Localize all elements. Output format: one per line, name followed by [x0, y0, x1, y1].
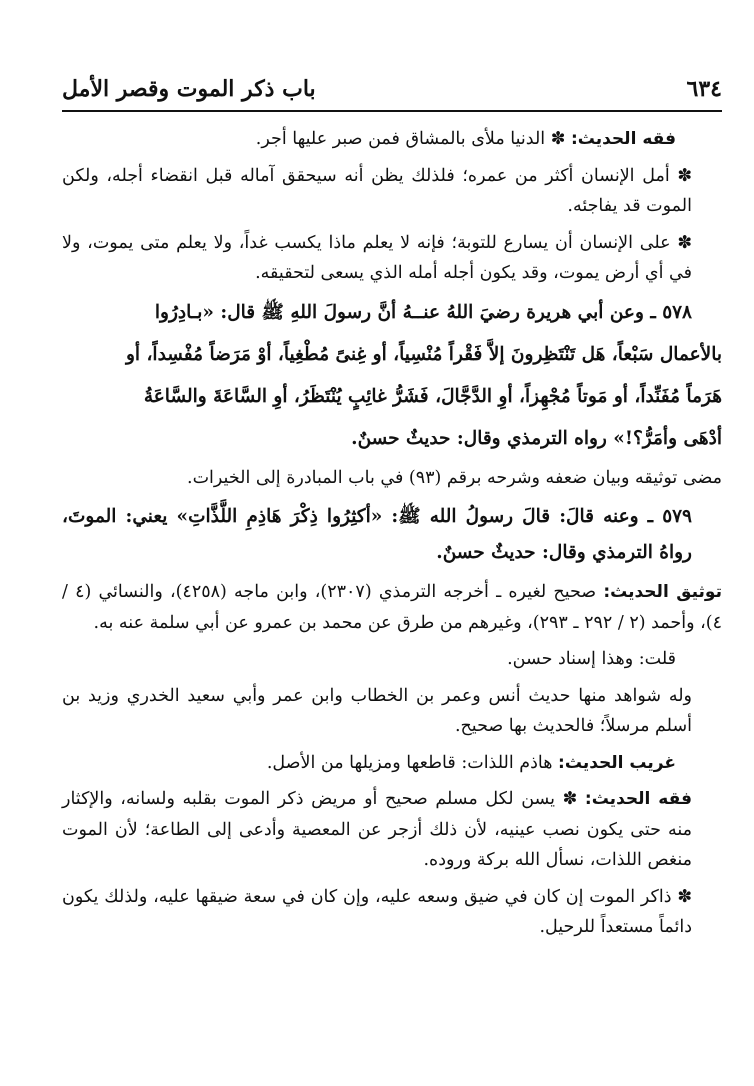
hadith-line: ٥٧٨ ـ وعن أبي هريرة رضيَ اللهُ عنــهُ أنَّ رسولَ اللهِ ﷺ قال: «بـادِرُوا: [154, 301, 692, 323]
paragraph-amal: ✽ أمل الإنسان أكثر من عمره؛ فلذلك يظن أنه سيحقق آماله قبل انقضاء أجله، ولكن الموت قد يفاجئه.: [62, 165, 692, 216]
running-title: باب ذكر الموت وقصر الأمل: [62, 76, 316, 102]
page-header: [62, 70, 722, 112]
book-page: [62, 70, 722, 1070]
paragraph-fiqh-2: [62, 784, 722, 876]
paragraph-dhakir: ✽ ذاكر الموت إن كان في ضيق وسعه عليه، وإن كان في سعة ضيقها عليه، ولذلك يكون دائماً مستعداً للرحيل.: [62, 886, 692, 937]
section-label-gharib: غريب الحديث:: [558, 752, 676, 773]
paragraph-tawba: ✽ على الإنسان أن يسارع للتوبة؛ فإنه لا يعلم ماذا يكسب غداً، ولا يعلم متى يموت، ولا في أي أرض يموت، وقد يكون أجله أمله الذي يسعى لتحقيقه.: [62, 232, 692, 283]
hadith-578: [62, 295, 722, 457]
paragraph-text: ✽ الدنيا ملأى بالمشاق فمن صبر عليها أجر.: [255, 129, 571, 149]
paragraph-text: صحيح لغيره ـ أخرجه الترمذي (٢٣٠٧)، وابن ماجه (٤٢٥٨)، والنسائي (٤ / ٤)، وأحمد (٢ / ٢٩٢ ـ ٢٩٣)، وغيرهم من طرق عن محمد بن عمرو عن أبي سلمة عنه به.: [62, 582, 722, 633]
hadith-line: أدْهَى وأمَرُّ؟!» رواه الترمذي وقال: حديثٌ حسنٌ.: [351, 427, 722, 449]
paragraph-tawthiq: [62, 577, 722, 638]
paragraph-text: ✽ يسن لكل مسلم صحيح أو مريض ذكر الموت بقلبه ولسانه، والإكثار منه حتى يكون نصب عينيه، لأن ذلك أزجر عن المعصية وأدعى إلى الطاعة؛ لأن الموت منغص اللذات، نسأل الله بركة وروده.: [62, 789, 692, 870]
hadith-579: ٥٧٩ ـ وعنه قالَ: قالَ رسولُ الله ﷺ: «أكثِرُوا ذِكْرَ هَاذِمِ اللَّذَّاتِ» يعني: الموتَ، رواهُ الترمذي وقال: حديثٌ حسنٌ.: [62, 506, 692, 563]
section-label-tawthiq: توثيق الحديث:: [603, 582, 722, 602]
page-body: [62, 124, 722, 943]
hadith-line: هَرَماً مُفَنِّداً، أو مَوتاً مُجْهِزاً، أوِ الدَّجَّالَ، فَشَرُّ غائِبٍ يُنْتَظَرُ، أوِ السَّاعَةَ والسَّاعَةُ: [143, 385, 722, 407]
paragraph-fiqh-1: [62, 124, 722, 155]
paragraph-reference-note: مضى توثيقه وبيان ضعفه وشرحه برقم (٩٣) في باب المبادرة إلى الخيرات.: [187, 467, 722, 488]
paragraph-shawahid: وله شواهد منها حديث أنس وعمر بن الخطاب وابن عمر وأبي سعيد الخدري وزيد بن أسلم مرسلاً؛ فالحديث بها صحيح.: [62, 685, 692, 736]
paragraph-isnad: قلت: وهذا إسناد حسن.: [507, 649, 676, 669]
paragraph-gharib: [62, 748, 722, 779]
hadith-line: بالأعمال سَبْعاً، هَل تَنْتَظِرونَ إلاَّ فَقْراً مُنْسِياً، أو غِنىً مُطْغِياً، أوْ مَرَضاً مُفْسِداً، أو: [125, 343, 722, 365]
section-label-fiqh: فقه الحديث:: [584, 789, 692, 809]
page-number: ٦٣٤: [686, 76, 722, 102]
paragraph-text: هاذم اللذات: قاطعها ومزيلها من الأصل.: [266, 752, 559, 773]
section-label-fiqh: فقه الحديث:: [570, 129, 676, 149]
